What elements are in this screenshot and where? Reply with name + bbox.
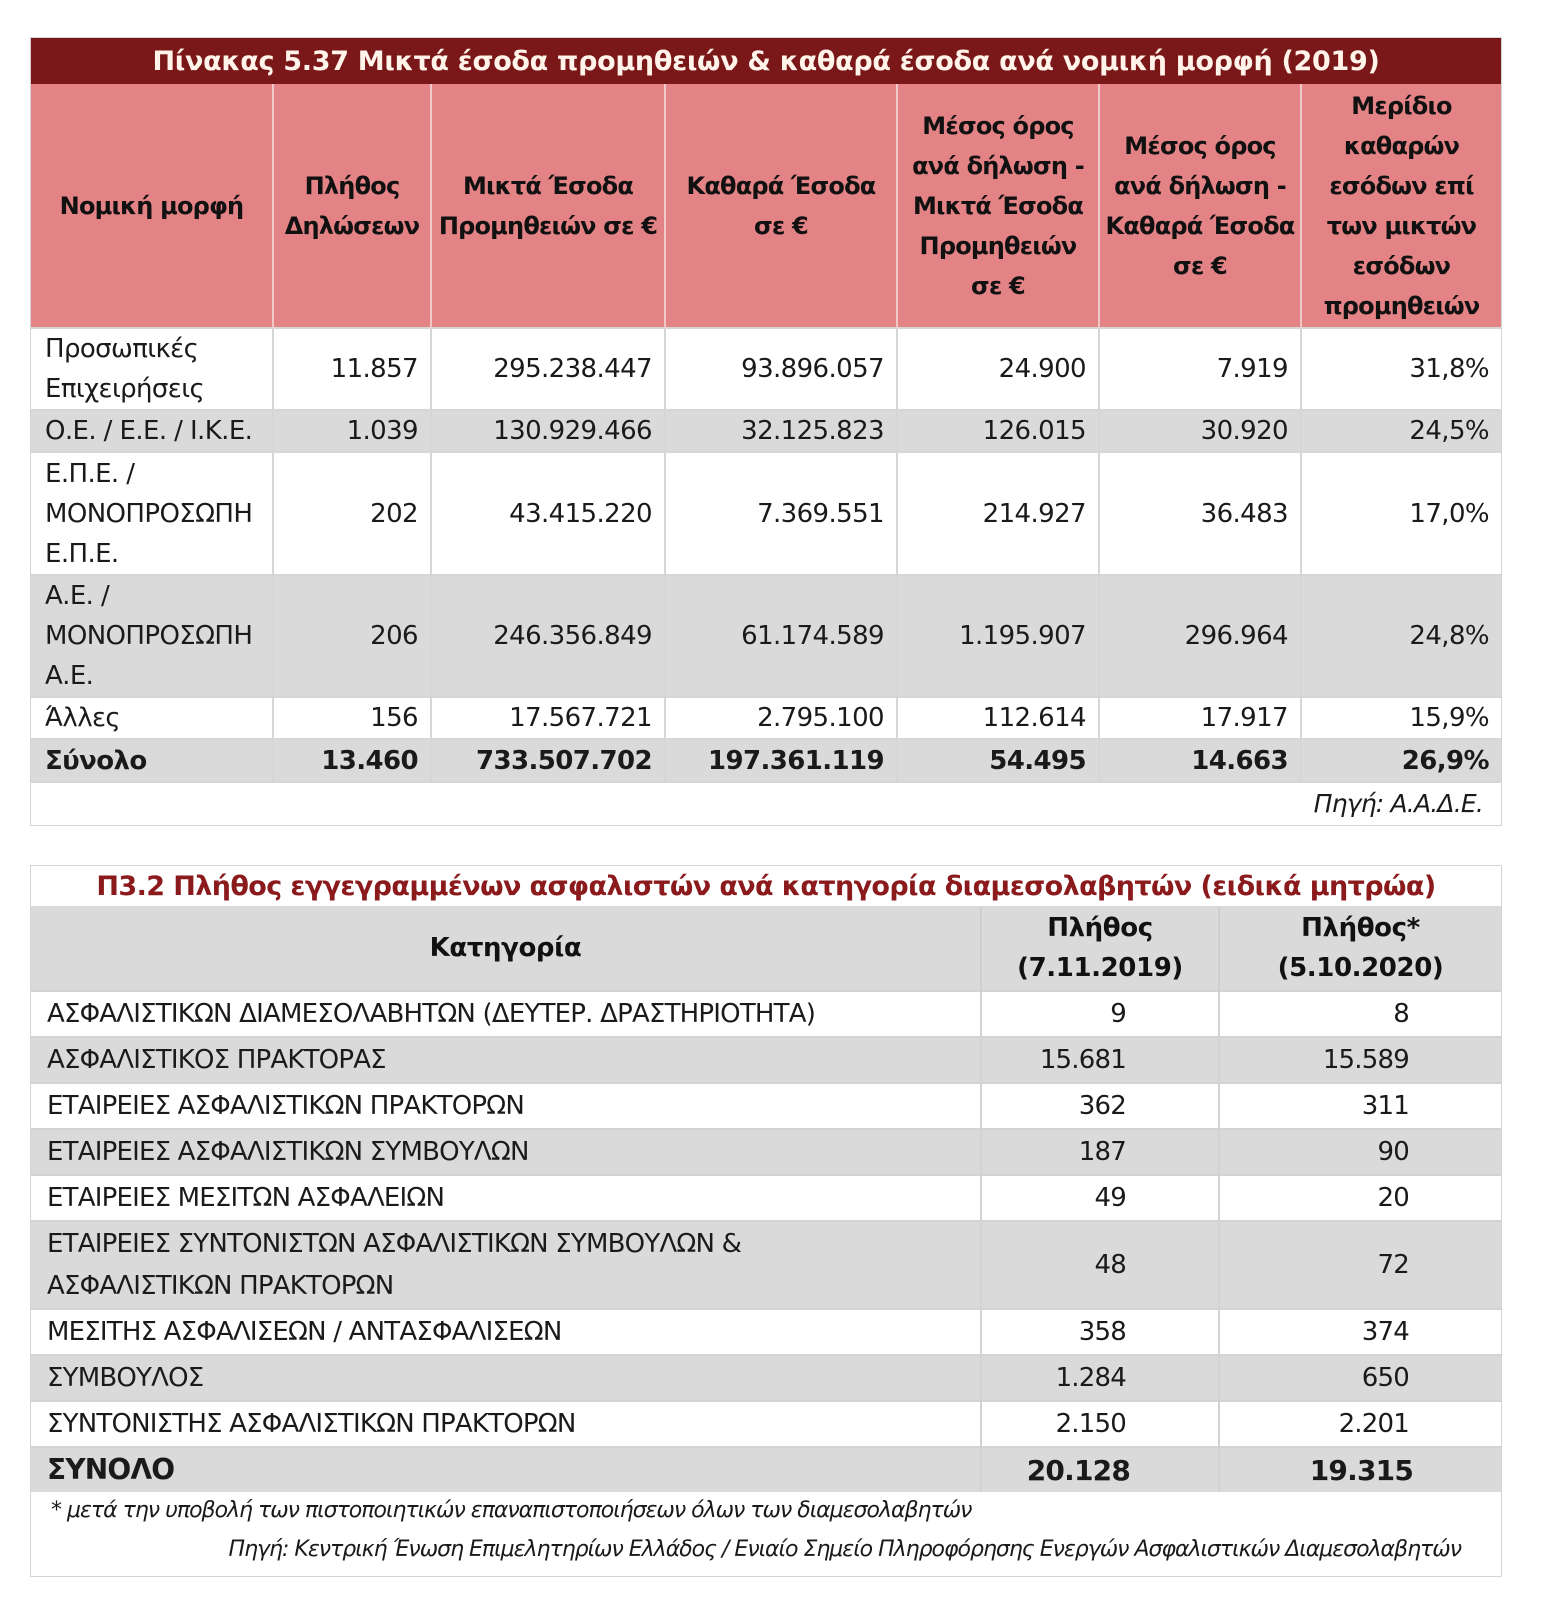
total-share: 26,9% [1301,739,1501,781]
count-2019-cell: 362 [981,1083,1219,1129]
header-net-share: Μερίδιο καθαρών εσόδων επί των μικτών εσόδων προμηθειών [1301,84,1501,328]
category-cell: ΑΣΦΑΛΙΣΤΙΚΩΝ ΔΙΑΜΕΣΟΛΑΒΗΤΩΝ (ΔΕΥΤΕΡ. ΔΡΑΣΤΗΡΙΟΤΗΤΑ) [31,991,981,1037]
category-cell: ΕΤΑΙΡΕΙΕΣ ΜΕΣΙΤΩΝ ΑΣΦΑΛΕΙΩΝ [31,1175,981,1221]
count-2019-cell: 15.681 [981,1037,1219,1083]
table-row [31,991,1501,1037]
gross-cell: 17.567.721 [431,697,665,739]
count-2020-cell: 15.589 [1219,1037,1501,1083]
table1-title: Πίνακας 5.37 Μικτά έσοδα προμηθειών & καθαρά έσοδα ανά νομική μορφή (2019) [31,38,1501,84]
count-2020-cell: 90 [1219,1129,1501,1175]
share-cell: 24,5% [1301,410,1501,452]
total-row [31,1447,1501,1492]
share-cell: 24,8% [1301,575,1501,697]
avg-gross-cell: 24.900 [897,328,1099,410]
count-2019-cell: 48 [981,1221,1219,1309]
legal-form-cell: Α.Ε. / ΜΟΝΟΠΡΟΣΩΠΗ Α.Ε. [31,575,273,697]
count-cell: 202 [273,452,431,575]
total-count-2020: 19.315 [1219,1447,1501,1492]
table1-header-row [31,84,1501,328]
net-cell: 61.174.589 [665,575,897,697]
avg-gross-cell: 1.195.907 [897,575,1099,697]
table-row [31,697,1501,739]
count-2020-cell: 311 [1219,1083,1501,1129]
header-avg-gross: Μέσος όρος ανά δήλωση - Μικτά Έσοδα Προμηθειών σε € [897,84,1099,328]
header-gross-commission: Μικτά Έσοδα Προμηθειών σε € [431,84,665,328]
count-2020-cell: 20 [1219,1175,1501,1221]
total-gross: 733.507.702 [431,739,665,781]
count-2019-cell: 49 [981,1175,1219,1221]
table-row [31,1309,1501,1355]
total-count-2019: 20.128 [981,1447,1219,1492]
table2-title: Π3.2 Πλήθος εγγεγραμμένων ασφαλιστών ανά κατηγορία διαμεσολαβητών (ειδικά μητρώα) [96,870,1436,902]
category-cell: ΕΤΑΙΡΕΙΕΣ ΣΥΝΤΟΝΙΣΤΩΝ ΑΣΦΑΛΙΣΤΙΚΩΝ ΣΥΜΒΟΥΛΩΝ & ΑΣΦΑΛΙΣΤΙΚΩΝ ΠΡΑΚΤΟΡΩΝ [31,1221,981,1309]
count-cell: 156 [273,697,431,739]
table1-grid [31,84,1501,781]
avg-net-cell: 7.919 [1099,328,1301,410]
table-row [31,1129,1501,1175]
category-cell: ΕΤΑΙΡΕΙΕΣ ΑΣΦΑΛΙΣΤΙΚΩΝ ΣΥΜΒΟΥΛΩΝ [31,1129,981,1175]
legal-form-cell: Προσωπικές Επιχειρήσεις [31,328,273,410]
income-by-legal-form-table [30,37,1502,826]
category-cell: ΑΣΦΑΛΙΣΤΙΚΟΣ ΠΡΑΚΤΟΡΑΣ [31,1037,981,1083]
count-2019-cell: 1.284 [981,1355,1219,1401]
total-row [31,739,1501,781]
count-cell: 11.857 [273,328,431,410]
header-legal-form: Νομική μορφή [31,84,273,328]
count-2019-cell: 9 [981,991,1219,1037]
table-row [31,410,1501,452]
count-2019-cell: 358 [981,1309,1219,1355]
total-net: 197.361.119 [665,739,897,781]
table-row [31,452,1501,575]
header-net-income: Καθαρά Έσοδα σε € [665,84,897,328]
table-row [31,1401,1501,1447]
category-cell: ΜΕΣΙΤΗΣ ΑΣΦΑΛΙΣΕΩΝ / ΑΝΤΑΣΦΑΛΙΣΕΩΝ [31,1309,981,1355]
total-count: 13.460 [273,739,431,781]
table2-header-row [31,906,1501,991]
header-declarations-count: Πλήθος Δηλώσεων [273,84,431,328]
table2-footnote: * μετά την υποβολή των πιστοποιητικών επαναπιστοποιήσεων όλων των διαμεσολαβητών [51,1498,972,1523]
header-avg-net: Μέσος όρος ανά δήλωση - Καθαρά Έσοδα σε € [1099,84,1301,328]
table-row [31,1037,1501,1083]
table1-source: Πηγή: Α.Α.Δ.Ε. [31,781,1501,825]
count-cell: 206 [273,575,431,697]
total-label: Σύνολο [31,739,273,781]
legal-form-cell: Ε.Π.Ε. / ΜΟΝΟΠΡΟΣΩΠΗ Ε.Π.Ε. [31,452,273,575]
registered-insurers-table [30,865,1502,1577]
gross-cell: 130.929.466 [431,410,665,452]
total-avg-gross: 54.495 [897,739,1099,781]
net-cell: 32.125.823 [665,410,897,452]
net-cell: 2.795.100 [665,697,897,739]
count-2019-cell: 187 [981,1129,1219,1175]
total-label: ΣΥΝΟΛΟ [31,1447,981,1492]
count-2020-cell: 374 [1219,1309,1501,1355]
count-2020-cell: 8 [1219,991,1501,1037]
header-count-2019: Πλήθος (7.11.2019) [981,906,1219,991]
table2-grid [31,906,1501,1492]
net-cell: 7.369.551 [665,452,897,575]
gross-cell: 295.238.447 [431,328,665,410]
category-cell: ΕΤΑΙΡΕΙΕΣ ΑΣΦΑΛΙΣΤΙΚΩΝ ΠΡΑΚΤΟΡΩΝ [31,1083,981,1129]
legal-form-cell: Ο.Ε. / Ε.Ε. / Ι.Κ.Ε. [31,410,273,452]
share-cell: 31,8% [1301,328,1501,410]
table2-source: Πηγή: Κεντρική Ένωση Επιμελητηρίων Ελλάδος / Ενιαίο Σημείο Πληροφόρησης Ενεργών Ασφαλιστικών Διαμεσολαβητών [228,1537,1461,1562]
share-cell: 15,9% [1301,697,1501,739]
count-2020-cell: 2.201 [1219,1401,1501,1447]
avg-net-cell: 296.964 [1099,575,1301,697]
table-row [31,1221,1501,1309]
avg-net-cell: 30.920 [1099,410,1301,452]
avg-gross-cell: 126.015 [897,410,1099,452]
header-count-2020: Πλήθος* (5.10.2020) [1219,906,1501,991]
count-2020-cell: 72 [1219,1221,1501,1309]
table-row [31,328,1501,410]
count-2019-cell: 2.150 [981,1401,1219,1447]
category-cell: ΣΥΝΤΟΝΙΣΤΗΣ ΑΣΦΑΛΙΣΤΙΚΩΝ ΠΡΑΚΤΟΡΩΝ [31,1401,981,1447]
net-cell: 93.896.057 [665,328,897,410]
avg-gross-cell: 112.614 [897,697,1099,739]
header-category: Κατηγορία [31,906,981,991]
table-row [31,1355,1501,1401]
share-cell: 17,0% [1301,452,1501,575]
category-cell: ΣΥΜΒΟΥΛΟΣ [31,1355,981,1401]
table-row [31,1175,1501,1221]
table-row [31,1083,1501,1129]
table-row [31,575,1501,697]
count-cell: 1.039 [273,410,431,452]
total-avg-net: 14.663 [1099,739,1301,781]
avg-net-cell: 17.917 [1099,697,1301,739]
count-2020-cell: 650 [1219,1355,1501,1401]
gross-cell: 43.415.220 [431,452,665,575]
legal-form-cell: Άλλες [31,697,273,739]
avg-net-cell: 36.483 [1099,452,1301,575]
avg-gross-cell: 214.927 [897,452,1099,575]
gross-cell: 246.356.849 [431,575,665,697]
